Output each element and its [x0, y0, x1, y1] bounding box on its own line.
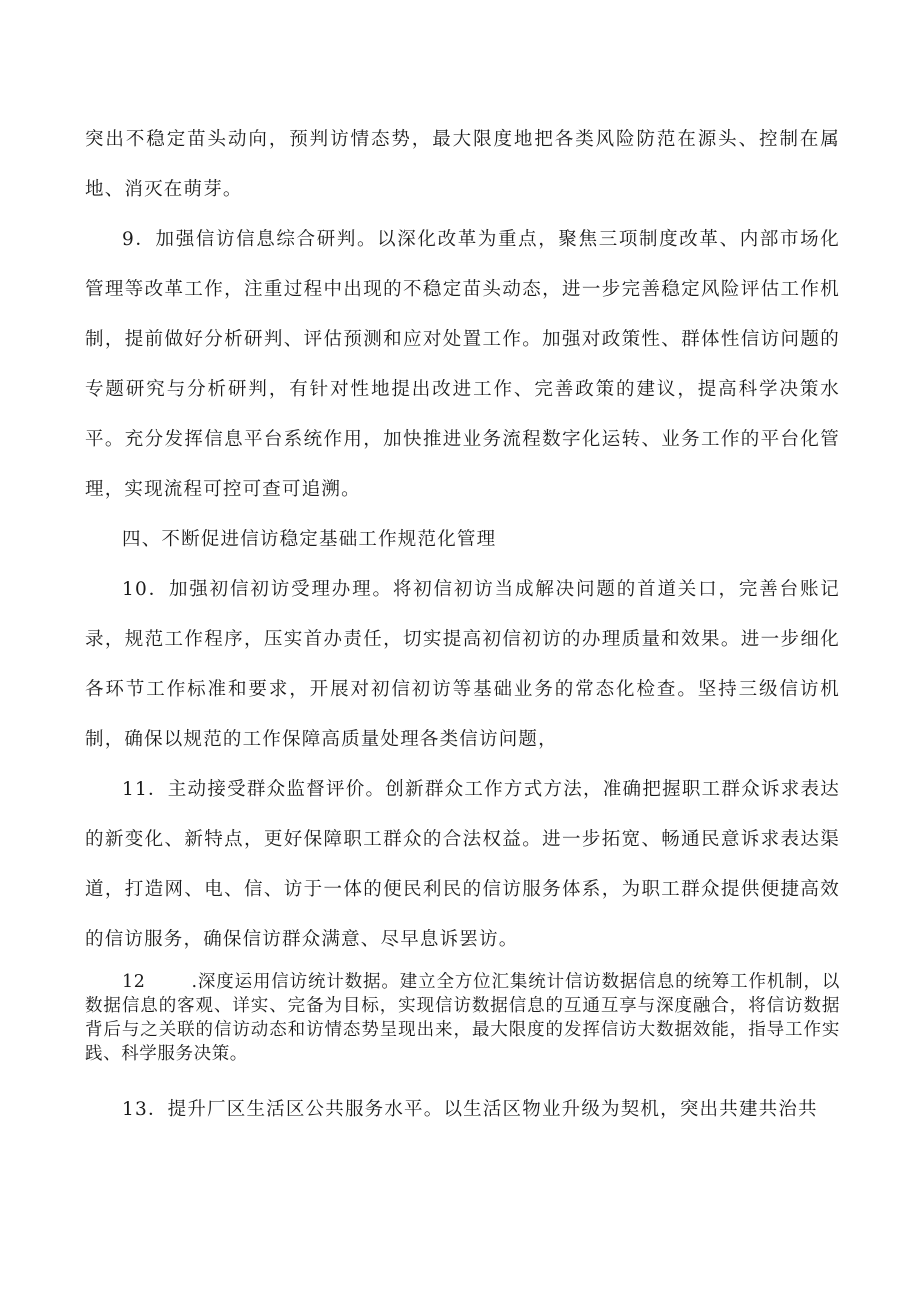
- paragraph-item-9: 9．加强信访信息综合研判。以深化改革为重点，聚焦三项制度改革、内部市场化管理等改革工作，注重过程中出现的不稳定苗头动态，进一步完善稳定风险评估工作机制，提前做好分析研判、评估预测和应对处置工作。加强对政策性、群体性信访问题的专题研究与分析研判，有针对性地提出改进工作、完善政策的建议，提高科学决策水平。充分发挥信息平台系统作用，加快推进业务流程数字化运转、业务工作的平台化管理，实现流程可控可查可追溯。: [85, 229, 840, 500]
- paragraph-item-12: [85, 970, 840, 1066]
- item-12-number: 12: [122, 972, 146, 992]
- paragraph-item-10: 10．加强初信初访受理办理。将初信初访当成解决问题的首道关口，完善台账记录，规范工作程序，压实首办责任，切实提高初信初访的办理质量和效果。进一步细化各环节工作标准和要求，开展对初信初访等基础业务的常态化检查。坚持三级信访机制，确保以规范的工作保障高质量处理各类信访问题，: [85, 579, 840, 750]
- paragraph-item-13: 13．提升厂区生活区公共服务水平。以生活区物业升级为契机，突出共建共治共: [122, 1099, 818, 1120]
- paragraph-continuation: 突出不稳定苗头动向，预判访情态势，最大限度地把各类风险防范在源头、控制在属地、消灭在萌芽。: [85, 129, 840, 200]
- paragraph-item-11: 11．主动接受群众监督评价。创新群众工作方式方法，准确把握职工群众诉求表达的新变化、新特点，更好保障职工群众的合法权益。进一步拓宽、畅通民意诉求表达渠道，打造网、电、信、访于一体的便民利民的信访服务体系，为职工群众提供便捷高效的信访服务，确保信访群众满意、尽早息诉罢访。: [85, 779, 840, 950]
- item-12-text: .深度运用信访统计数据。建立全方位汇集统计信访数据信息的统筹工作机制，以数据信息的客观、详实、完备为目标，实现信访数据信息的互通互享与深度融合，将信访数据背后与之关联的信访动态和访情态势呈现出来，最大限度的发挥信访大数据效能，指导工作实践、科学服务决策。: [85, 972, 840, 1064]
- section-heading-4: 四、不断促进信访稳定基础工作规范化管理: [122, 529, 497, 550]
